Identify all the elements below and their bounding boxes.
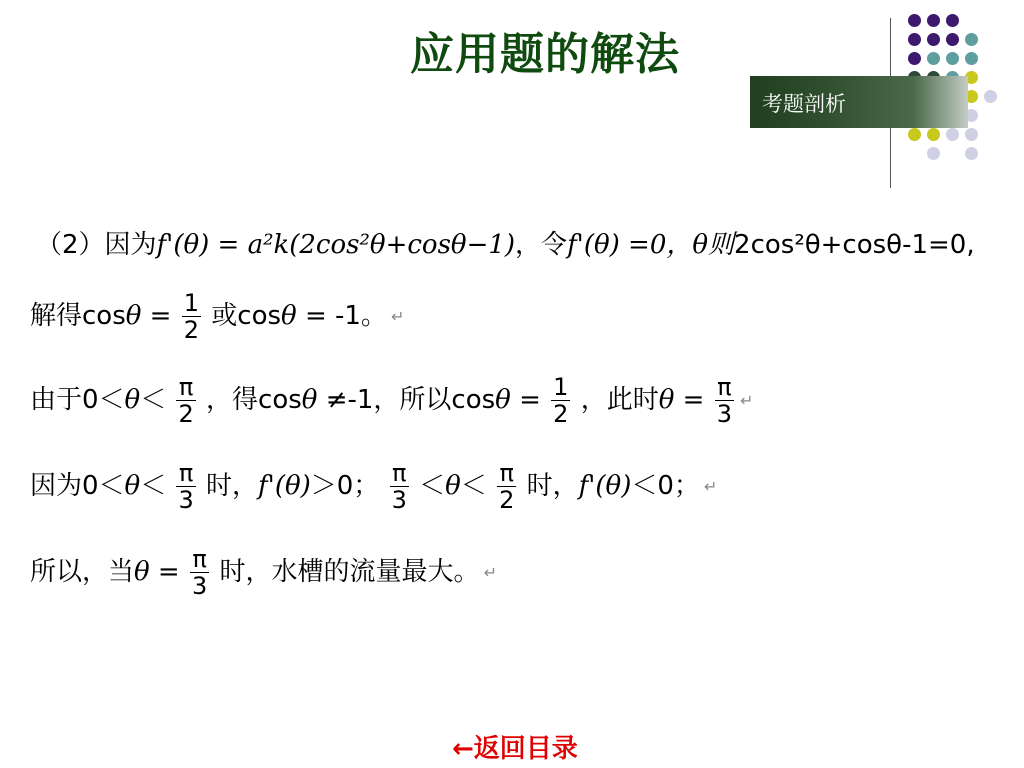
decor-dot — [927, 52, 940, 65]
return-mark: ↵ — [703, 477, 718, 496]
decor-dot — [946, 52, 959, 65]
return-mark: ↵ — [483, 563, 497, 582]
fraction: $\frac{1}{2}$ — [183, 289, 200, 344]
decor-dot — [908, 33, 921, 46]
decor-dot — [946, 14, 959, 27]
section-tag — [750, 76, 968, 128]
decor-dot — [965, 33, 978, 46]
decor-dot — [908, 14, 921, 27]
decor-dot — [908, 52, 921, 65]
fraction: $\frac{\pi}{2}$ — [499, 459, 515, 514]
return-mark: ↵ — [739, 391, 754, 410]
decor-dot — [965, 128, 978, 141]
fraction: $\frac{\pi}{2}$ — [178, 373, 194, 428]
decor-dot — [927, 14, 940, 27]
fraction: $\frac{\pi}{3}$ — [391, 459, 407, 514]
decor-dot — [927, 128, 940, 141]
fraction: $\frac{\pi}{3}$ — [192, 545, 208, 600]
decor-dot — [965, 147, 978, 160]
solution-line-2: 解得cosθ = $\frac{1}{2}$ 或cosθ = -1。 ↵ — [30, 289, 405, 344]
solution-line-5: 所以，当θ = $\frac{\pi}{3}$ 时，水槽的流量最大。 ↵ — [30, 545, 497, 600]
back-to-contents-link[interactable] — [452, 728, 578, 765]
return-mark: ↵ — [390, 307, 405, 326]
decor-dot — [927, 147, 940, 160]
decor-dot — [927, 33, 940, 46]
decor-dot — [965, 52, 978, 65]
decor-dot — [908, 128, 921, 141]
decor-dot — [946, 33, 959, 46]
left-arrow-icon: ← — [452, 734, 474, 764]
decor-dot — [984, 90, 997, 103]
solution-line-4: 因为0＜θ＜ $\frac{\pi}{3}$ 时，f'(θ)＞0； $\frac{\pi}{3}$ ＜θ＜ $\frac{\pi}{2}$ 时，f'(θ)＜0； ↵ — [30, 459, 718, 514]
fraction: $\frac{\pi}{3}$ — [178, 459, 194, 514]
back-link-label: 返回目录 — [473, 734, 578, 764]
fraction: $\frac{1}{2}$ — [553, 373, 569, 428]
solution-line-3: 由于0＜θ＜ $\frac{\pi}{2}$ ，得cosθ ≠-1，所以cosθ = $\frac{1}{2}$ ，此时θ = $\frac{\pi}{3}$ ↵ — [30, 373, 754, 428]
page-title: 应用题的解法 — [410, 29, 680, 80]
fraction: $\frac{\pi}{3}$ — [716, 373, 732, 428]
section-tag-label: 考题剖析 — [762, 92, 846, 116]
decor-dot — [946, 128, 959, 141]
solution-line-1: （2）因为f'(θ) = a²k(2cos²θ+cosθ−1)，令f'(θ) =0，θ则2cos²θ+cosθ-1=0, — [36, 230, 975, 260]
